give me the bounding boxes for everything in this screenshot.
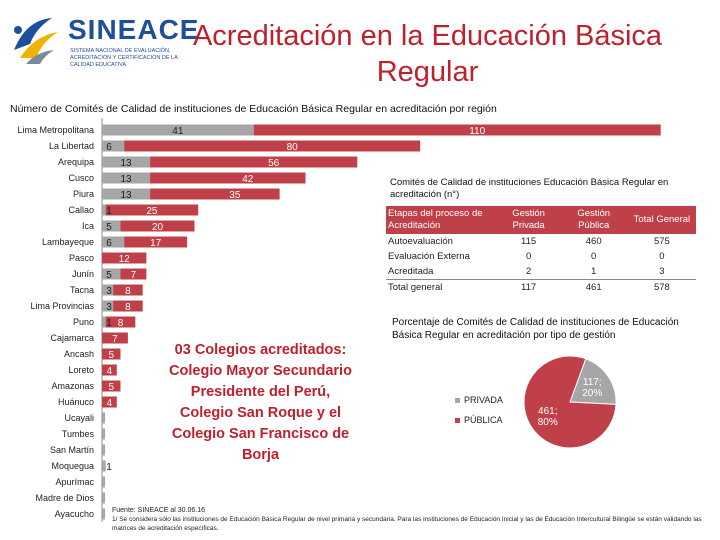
title-line-2: Regular [376,56,479,88]
bar-segment-series-1 [102,205,106,216]
table-cell: 3 [659,266,665,277]
legend-swatch [455,398,460,403]
category-label: Ayacucho [54,509,94,519]
category-label: Ica [81,221,94,231]
bar-stub [102,509,105,520]
table-cell: 115 [521,236,537,247]
callout-line-2: Colegio Mayor Secundario [169,363,352,379]
table-total-row [386,280,696,296]
bar-segment-series-2 [150,173,305,184]
data-label: 42 [242,174,254,185]
category-label: Amazonas [51,381,94,391]
table-cell: Acreditada [388,266,434,277]
table-cell: 0 [659,251,665,262]
data-label: 80 [286,142,298,153]
pie-legend [455,390,503,430]
category-label: Ancash [63,349,94,359]
bar-segment-series-2 [254,125,661,136]
table-header-row [386,206,696,234]
accredited-schools-callout [158,340,363,466]
legend-label: PRIVADA [464,395,503,405]
data-label: 12 [118,254,130,265]
bar-stub [102,445,105,456]
table-header: Etapas del proceso de Acreditación [386,206,498,234]
data-label: 8 [125,286,131,297]
legend-swatch [455,418,460,423]
category-label: Puno [72,317,94,327]
category-label: Moquegua [51,461,94,471]
data-label: 4 [106,398,113,409]
category-label: Loreto [68,365,94,375]
page-title [185,18,670,90]
table-cell: 117 [498,280,560,296]
data-label: 13 [120,174,132,185]
category-label: Tacna [69,285,94,295]
logo-wordmark: SINEACE [68,14,200,45]
table-row [386,264,696,280]
category-label: Cajamarca [50,333,94,343]
chart-subtitle: Número de Comités de Calidad de instituciones de Educación Básica Regular en acreditación por región [10,103,497,115]
table-cell: Total general [386,280,498,296]
data-label: 1 [106,206,112,217]
category-label: San Martín [49,445,94,455]
legend-label: PÚBLICA [464,415,503,425]
data-label: 5 [108,350,115,361]
data-label: 13 [120,190,132,201]
table-cell: Autoevaluación [388,236,453,247]
callout-line-1: 03 Colegios acreditados: [174,342,347,358]
category-label: Apurímac [55,477,94,487]
category-label: La Libertad [48,141,94,151]
callout-line-5: Colegio San Francisco de [171,426,350,442]
pie-slice-label: 117; [582,376,602,388]
data-label: 110 [469,126,486,137]
logo-subtitle: SISTEMA NACIONAL DE EVALUACIÓN, ACREDITACIÓN Y CERTIFICACIÓN DE LA CALIDAD EDUCATIVA [70,48,178,68]
data-label: 5 [106,270,112,281]
data-label: 1 [106,318,112,329]
table-cell: 578 [628,280,696,296]
pie-slice-label: 461; [538,406,558,418]
data-label: 56 [268,158,280,169]
footnote: 1/ Se considera sólo las instituciones de Educación Básica Regular de nivel primaria y secundaria. Para las instituciones de Educación Inicial y las de Educación Intercultural Bilingüe se están validando las matrices de acreditación específicas. [112,516,702,532]
data-label: 8 [125,302,131,313]
data-label: 7 [112,334,118,345]
source-note: Fuente: SINEACE al 30.06.16 [112,507,205,514]
table-title: Comités de Calidad de instituciones Educación Básica Regular en acreditación (n°) [390,177,669,200]
data-label: 41 [172,126,184,137]
bar-segment-series-1 [102,461,106,472]
management-pie-chart [520,352,620,452]
pie-slice-label: 20% [582,387,603,399]
table-cell: 575 [653,236,670,247]
bar-segment-series-1 [102,317,106,328]
category-label: Tumbes [61,429,94,439]
callout-line-4: Colegio San Roque y el [179,405,342,421]
legend-item-privada [455,390,503,410]
table-cell: 461 [560,280,628,296]
category-label: Pasco [68,253,94,263]
table-header: Gestión Privada [498,206,560,234]
data-label: 25 [146,206,158,217]
data-label: 20 [151,222,164,233]
callout-line-3: Presidente del Perú, [190,384,331,400]
title-line-1: Acreditación en la Educación Básica [192,20,663,52]
table-cell: 0 [591,251,597,262]
bar-segment-series-2 [150,189,280,200]
table-row [386,249,696,264]
bar-stub [102,477,105,488]
bar-stub [102,493,105,504]
data-label: 5 [106,222,112,233]
bar-stub [102,429,105,440]
data-label: 1 [106,462,112,473]
category-label: Piura [72,189,94,199]
category-label: Arequipa [57,157,94,167]
category-label: Lima Metropolitana [17,125,94,135]
category-label: Cusco [68,173,94,183]
data-label: 6 [106,238,112,249]
table-cell: Evaluación Externa [388,251,470,262]
data-label: 3 [106,286,112,297]
pie-title: Porcentaje de Comités de Calidad de instituciones de Educación Básica Regular en acreditación por tipo de gestión [392,317,679,341]
table-cell: 2 [525,266,532,277]
data-label: 7 [130,270,137,281]
data-label: 35 [229,190,241,201]
data-label: 3 [106,302,112,313]
legend-item-publica [455,410,503,430]
category-label: Lambayeque [41,237,94,247]
sineace-emblem-icon [6,10,64,68]
category-label: Huánuco [57,397,94,407]
category-label: Madre de Dios [35,493,94,503]
table-cell: 0 [525,251,532,262]
sineace-logo [6,6,200,76]
accreditation-table [386,206,696,295]
table-row [386,234,696,249]
bar-segment-series-2 [124,141,420,152]
table-cell: 1 [591,266,597,277]
data-label: 13 [120,158,132,169]
data-label: 17 [150,238,162,249]
data-label: 4 [106,366,113,377]
category-label: Lima Provincias [30,301,94,311]
category-label: Callao [68,205,94,215]
category-label: Junín [71,269,94,279]
callout-line-6: Borja [241,447,280,463]
table-cell: 460 [585,236,602,247]
bar-stub [102,413,105,424]
category-label: Ucayali [64,413,94,423]
data-label: 8 [117,318,124,329]
table-header: Gestión Pública [560,206,628,234]
table-header: Total General [628,206,696,234]
data-label: 6 [106,142,112,153]
pie-slice-label: 80% [537,417,558,429]
bar-segment-series-2 [150,157,357,168]
data-label: 5 [108,382,115,393]
